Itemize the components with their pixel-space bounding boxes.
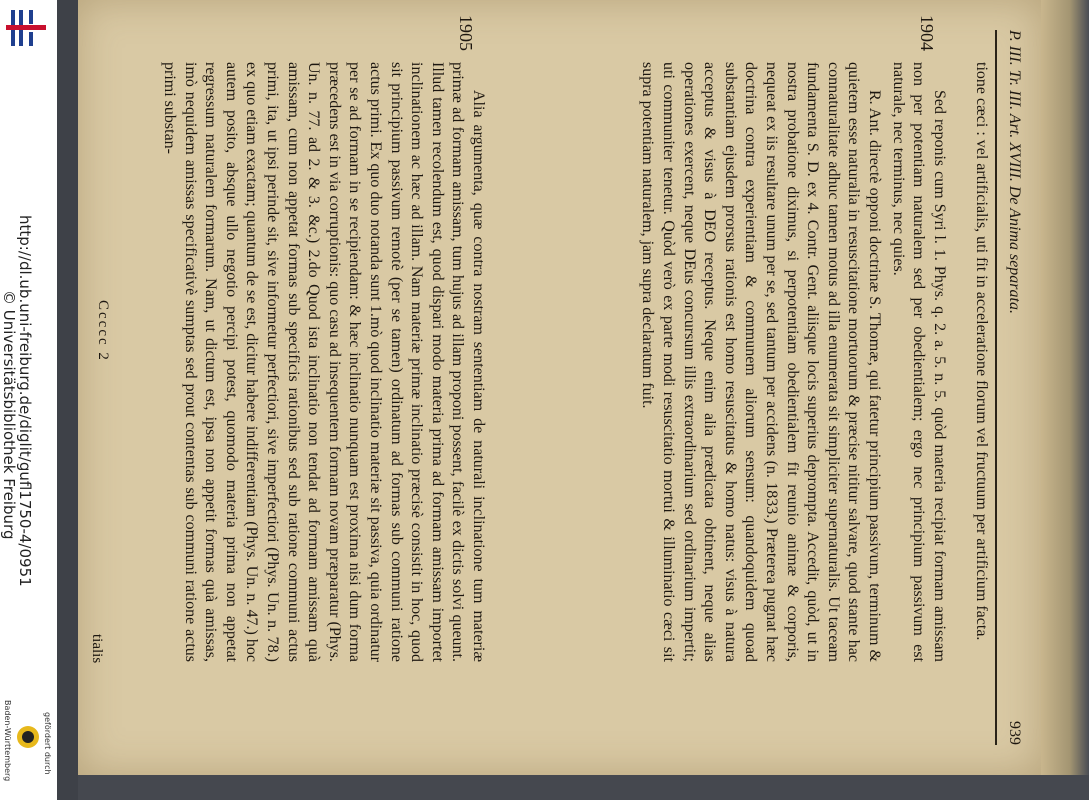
page-edge (1041, 0, 1089, 790)
ub-freiburg-logo-icon[interactable] (6, 10, 46, 46)
catchword: tialis (89, 634, 105, 664)
margin-number-1904: 1904 (917, 15, 937, 51)
running-head-title: P. III. Tr. III. Art. XVIII. De Anima separata. (1006, 30, 1023, 314)
document-url-link[interactable]: http://dl.ub.uni-freiburg.de/diglit/gufl1750-4/0951 (16, 215, 34, 587)
paragraph-3: R. Ant. directè opponi doctrinæ S. Thomæ, qui fatetur principium passivum, terminum & quietem esse naturalia in resuscitatione mortuorum & præcise nititur salvare, quod stante hac connaturalitate adhuc tamen motus ad illa enumerata sit simpliciter supernaturalis. Ut taceam fundamenta S. D. ex 4. Contr. Gent. aliisque locis superius deprompta. Accedit, quòd, ut in nostra probatione diximus, si perpotentiam obedientialem fit reunio animæ & corporis, nequeat ex iis resultare unum per se, sed tantum per accidens (n. 1833.) Præterea pugnat hæc doctrina contra experientiam & communem aliorum sensum: quandoquidem quoad substantiam ejusdem prorsus rationis est homo resuscitatus & homo natus: visus à natura acceptus & visus à DEO receptus. Neque enim alia prædicata obtinent, neque alias operationes exercent, neque DEus concursum illis extraordinarium sed ordinarium impertit; uti communiter tenetur. Quòd verò ex parte modi resuscitatio mortui & illuminatio cæci sit supra potentiam naturalem, jam supra declaratum fuit. (639, 62, 883, 662)
viewer-background (78, 775, 1089, 800)
baden-wuerttemberg-seal-icon (17, 726, 39, 748)
header-rule (995, 30, 997, 745)
funded-by-label: gefördert durch (43, 712, 52, 775)
page-text-rotated (78, 0, 1041, 775)
paragraph-2: Sed reponis cum Syri l. 1. Phys. q. 2. a. 5. n. 5. quòd materia recipiat formam amissam non per potentiam naturalem sed per obedientialem; ergo nec principium passivum est naturale, nec terminus, nec quies. (889, 62, 948, 662)
funder-name: Baden-Württemberg (3, 700, 12, 782)
paragraph-4: Alia argumenta, quæ contra nostram sententiam de naturali inclinatione tum materiæ primæ ad formam amissam, tum hujus ad illam proponi possent, facilè ex dictis solvi queunt. Illud tamen recolendum est, quod dispari modo materia prima ad formam amissam importet inclinationem ac hæc ad illam. Nam materiæ primæ inclinatio præcisè consistit in hoc, quod sit principium passivum remotè (per se tamen) ordinatum ad formas sub communi ratione actus primi. Ex quo duo notanda sunt 1.mò quod inclinatio materiæ sit passiva, quia ordinatur per se ad formam in se recipiendam: & hæc inclinatio nunquam est proxima nisi dum forma præcedens est in via corruptionis: quo casu ad insequentem formam novam præparatur (Phys. Un. n. 77. ad 2. & 3. &c.) 2.do Quod ista inclinatio non tendat ad formam amissam quà amissam, cum non appetat formas sub specificis rationibus sed sub ratione communi actus primi, ita, ut ipsi perinde sit, sive informetur perfectiori, sive imperfectiori (Phys. Un. n. 78.) ex quo etiam exactam; quantum de se est, dicitur habere indifferentiam (Phys. Un. n. 47.) hoc autem posito, absque ullo negotio percipi potest, quomodo materia prima non appetat regressum naturalem formarum. Nam, ut dictum est, ipsa non appetit formas quà amissas, imò nequidem amissas specificativè sumptas sed prout contentas sub communi ratione actus primi substan- (161, 62, 487, 662)
copyright-text: © Universitätsbibliothek Freiburg (0, 290, 18, 540)
margin-number-1905: 1905 (456, 15, 476, 51)
paragraph-1: tione cæci : vel artificialis, uti fit in acceleratione florum vel fructuum per artificium facta. (973, 62, 990, 641)
page-number: 939 (1006, 721, 1023, 745)
library-sidebar (0, 0, 57, 800)
signature-mark: Ccccc 2 (95, 300, 111, 362)
